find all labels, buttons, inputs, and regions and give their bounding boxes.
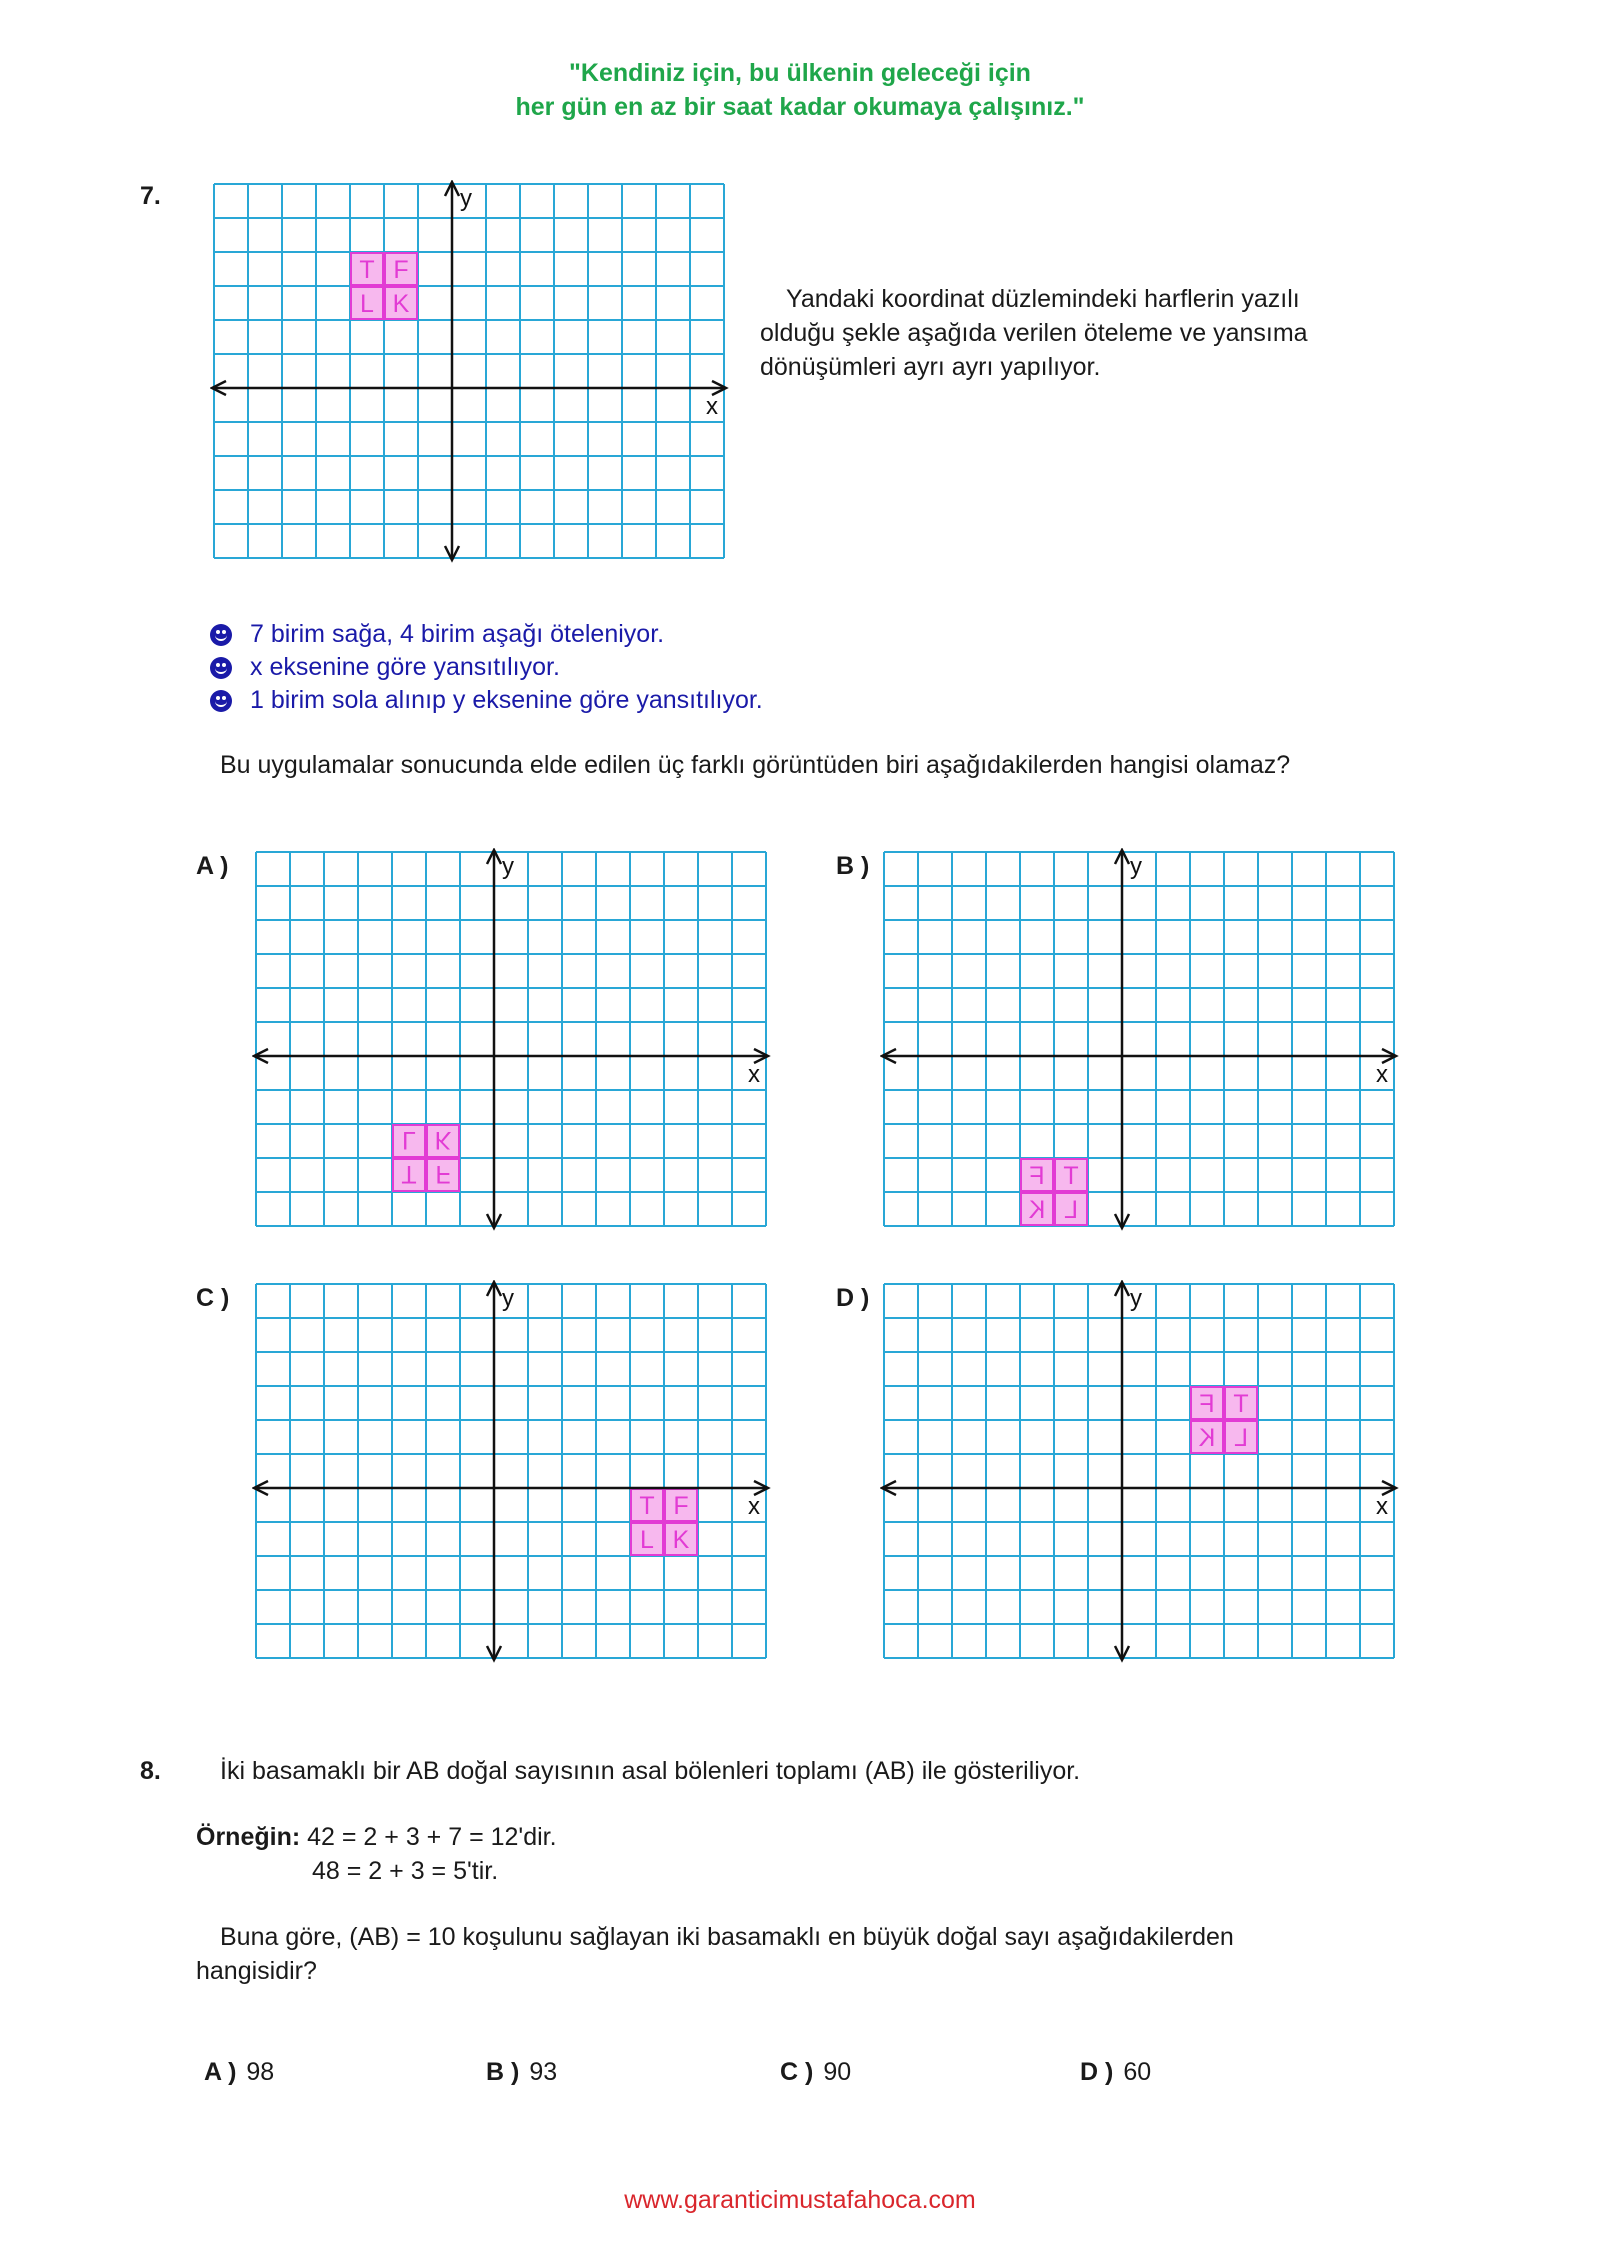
letter-label: T: [639, 1492, 655, 1520]
x-axis-label: x: [1376, 1061, 1388, 1088]
x-axis-label: x: [748, 1061, 760, 1088]
y-axis-label: y: [1130, 1285, 1142, 1312]
letter-label: K: [392, 290, 410, 318]
smiley-bullet-icon: [210, 690, 232, 712]
list-item: 1 birim sola alınıp y eksenine göre yansıtılıyor.: [210, 684, 763, 717]
q8-statement: İki basamaklı bir AB doğal sayısının asal bölenleri toplamı (AB) ile gösteriliyor.: [220, 1757, 1081, 1785]
letter-label: F: [1029, 1162, 1045, 1190]
y-axis-label: y: [502, 853, 514, 880]
list-item: x eksenine göre yansıtılıyor.: [210, 651, 763, 684]
option-b-label: B ): [836, 852, 870, 880]
letter-label: F: [1199, 1390, 1215, 1418]
q7-description-line-3: dönüşümleri ayrı ayrı yapılıyor.: [760, 353, 1101, 381]
motto-line-1: "Kendiniz için, bu ülkenin geleceği için: [569, 59, 1031, 87]
question-7-number: 7.: [140, 182, 161, 210]
answer-c[interactable]: C ) 90: [780, 2058, 852, 2086]
letter-label: L: [1234, 1424, 1248, 1452]
coordinate-grid-main: [210, 180, 730, 570]
transform-list: [210, 618, 763, 717]
q7-description: [760, 282, 1400, 384]
letter-label: T: [359, 256, 375, 284]
letter-label: K: [434, 1126, 452, 1154]
letter-label: T: [1063, 1162, 1079, 1190]
option-c-label: C ): [196, 1284, 230, 1312]
question-8-number: 8.: [140, 1757, 161, 1785]
letter-label: T: [401, 1160, 417, 1188]
letter-label: L: [360, 290, 374, 318]
letter-label: K: [672, 1526, 690, 1554]
letter-label: K: [1198, 1424, 1216, 1452]
y-axis-label: y: [1130, 853, 1142, 880]
letter-label: L: [402, 1126, 416, 1154]
option-c-grid[interactable]: [252, 1280, 772, 1670]
list-item: 7 birim sağa, 4 birim aşağı öteleniyor.: [210, 618, 763, 651]
letter-label: F: [435, 1160, 451, 1188]
letter-label: L: [640, 1526, 654, 1554]
x-axis-label: x: [706, 393, 718, 420]
answer-a[interactable]: A ) 98: [204, 2058, 275, 2086]
option-d-grid[interactable]: [880, 1280, 1400, 1670]
example-label: Örneğin:: [196, 1823, 301, 1851]
q7-description-line-2: olduğu şekle aşağıda verilen öteleme ve yansıma: [760, 319, 1308, 347]
x-axis-label: x: [748, 1493, 760, 1520]
smiley-bullet-icon: [210, 657, 232, 679]
q8-example: [196, 1820, 557, 1854]
letter-label: L: [1064, 1196, 1078, 1224]
smiley-bullet-icon: [210, 624, 232, 646]
x-axis-label: x: [1376, 1493, 1388, 1520]
answer-d[interactable]: D ) 60: [1080, 2058, 1152, 2086]
option-d-label: D ): [836, 1284, 870, 1312]
motto-line-2: her gün en az bir saat kadar okumaya çalışınız.": [515, 93, 1085, 121]
q8-question-line-2: hangisidir?: [196, 1957, 317, 1985]
answer-b[interactable]: B ) 93: [486, 2058, 558, 2086]
letter-label: F: [393, 256, 409, 284]
footer-url[interactable]: www.garanticimustafahoca.com: [624, 2186, 976, 2214]
letter-label: F: [673, 1492, 689, 1520]
letter-label: K: [1028, 1196, 1046, 1224]
q7-question: Bu uygulamalar sonucunda elde edilen üç farklı görüntüden biri aşağıdakilerden hangisi olamaz?: [220, 751, 1291, 779]
example-line-2: 48 = 2 + 3 = 5'tir.: [312, 1857, 499, 1885]
letter-label: T: [1233, 1390, 1249, 1418]
y-axis-label: y: [502, 1285, 514, 1312]
option-a-label: A ): [196, 852, 229, 880]
q8-question-line-1: Buna göre, (AB) = 10 koşulunu sağlayan iki basamaklı en büyük doğal sayı aşağıdakilerden: [220, 1923, 1234, 1951]
example-line-1: 42 = 2 + 3 + 7 = 12'dir.: [307, 1823, 557, 1851]
option-a-grid[interactable]: [252, 848, 772, 1238]
q7-description-line-1: Yandaki koordinat düzlemindeki harflerin yazılı: [786, 285, 1300, 313]
y-axis-label: y: [460, 185, 472, 212]
option-b-grid[interactable]: [880, 848, 1400, 1238]
